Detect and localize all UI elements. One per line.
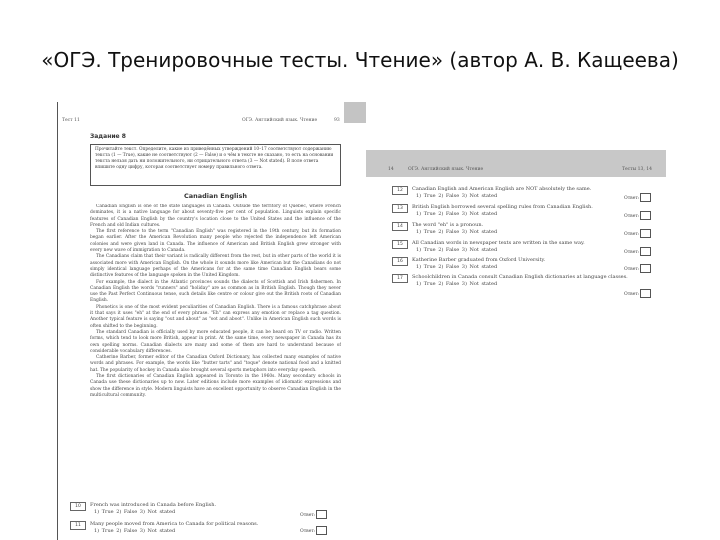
left-page-number: 93 [334,118,340,123]
left-page-header-center: ОГЭ. Английский язык. Чтение [242,118,318,123]
question-text: Canadian English and American English are NOT absolutely the same. [412,186,592,192]
question-number: 14 [392,222,408,231]
answer-12 [624,193,651,202]
question-options: 1) True 2) False 3) Not stated [94,509,176,515]
right-page-header-center: ОГЭ. Английский язык. Чтение [408,167,484,172]
answer-15 [624,247,651,256]
question-text: The word "eh" is a pronoun. [412,222,484,228]
answer-label: Ответ: [300,529,316,534]
article-paragraph: The first reference to the term "Canadian English" was registered in the 19th century, but its formation began earlier. After the American Revolution many people who rejected the independence left American colonies and were given land in Canada. The influence of American and British English grew stronger with every new wave of immigration to Canada. [90,229,341,254]
question-options: 1) True 2) False 3) Not stated [416,193,498,199]
answer-label: Ответ: [624,232,640,237]
instruction-box: Прочитайте текст. Определите, какие из приведённых утверждений 10–17 соответствуют содержанию текста (1 — True), какие не соответствуют (2 — False) и о чём в тексте не сказано, то есть на основании текста нельзя дать ни положительного, ни отрицательного ответа (3 — Not stated). В поле ответа впишите одну цифру, которая соответствует номеру правильного ответа. [90,144,341,186]
answer-14 [624,229,651,238]
left-page-edge [57,102,58,540]
question-number: 10 [70,502,86,511]
left-page-corner-shade [344,102,366,123]
question-number: 16 [392,257,408,266]
article-paragraph: For example, the dialect in the Atlantic provinces sounds the dialects of Scottish and Irish fishermen. In Canadian English the words "runners" and "holiday" are as common as in British English. Though they never use the Past Perfect Continuous tense, such details like centre or colour give out the British roots of Canadian English. [90,279,341,304]
article-text [90,204,341,486]
question-options: 1) True 2) False 3) Not stated [416,211,498,217]
answer-box-14[interactable] [640,229,651,238]
right-page-header-right: Тесты 13, 14 [622,167,652,172]
question-text: French was introduced in Canada before English. [90,502,217,508]
answer-13 [624,211,651,220]
article-paragraph: Catherine Barber, former editor of the Canadian Oxford Dictionary, has collected many examples of native words and phrases. For example, the words like "butter tarts" and "toque" denote national food and a knitted hat. The popularity of hockey in Canada also brought several sports metaphors into everyday speech. [90,355,341,373]
answer-box-17[interactable] [640,289,651,298]
question-number: 15 [392,240,408,249]
task-label: Задание 8 [90,133,126,140]
question-options: 1) True 2) False 3) Not stated [94,528,176,534]
question-number: 11 [70,521,86,530]
article-paragraph: Canadian English is one of the state languages in Canada. Outside the territory of Quebec, where French dominates, it is a native language for about seventy-five per cent of population. Linguists explain specific features of Canadian English by the country's location close to the United States and the influence of the French and old Indian cultures. [90,204,341,228]
article-paragraph: The standard Canadian is officially used by more educated people, it can be heard on TV or radio. Written forms, which tend to look more British, appear in print. At the same time, every newspaper in Canada has its own spelling norms. Canadian dialects are many and some of them are hard to understand because of considerable vocabulary differences. [90,329,341,354]
question-options: 1) True 2) False 3) Not stated [416,264,498,270]
question-options: 1) True 2) False 3) Not stated [416,229,498,235]
answer-box-16[interactable] [640,264,651,273]
answer-11 [300,526,327,535]
question-text: All Canadian words in newspaper texts are written in the same way. [412,240,585,246]
question-text: Katherine Barber graduated from Oxford University. [412,257,546,263]
answer-box-12[interactable] [640,193,651,202]
left-page-header-left: Тест 11 [62,118,80,123]
answer-box-10[interactable] [316,510,327,519]
answer-box-11[interactable] [316,526,327,535]
right-page-number: 14 [388,167,394,172]
question-text: Many people moved from America to Canada for political reasons. [90,521,259,527]
question-number: 17 [392,274,408,283]
right-page-header-shade [366,150,666,177]
question-text: British English borrowed several spelling rules from Canadian English. [412,204,593,210]
article-title: Canadian English [183,192,247,200]
question-number: 12 [392,186,408,195]
question-text: Schoolchildren in Canada consult Canadian English dictionaries at language classes. [412,274,628,280]
answer-17 [624,289,651,298]
answer-10 [300,510,327,519]
answer-label: Ответ: [300,513,316,518]
question-number: 13 [392,204,408,213]
article-paragraph: The Canadians claim that their variant is radically different from the rest, but in other parts of the world it is associated more with American English. On the whole it sounds more like American but the Canadians do not simply identical language perhaps of the Americans for at the same time Canadian English bears some distinctive features of the language spoken in the United Kingdom. [90,254,341,279]
question-options: 1) True 2) False 3) Not stated [416,247,498,253]
article-paragraph: The first dictionaries of Canadian English appeared in Toronto in the 1960s. Many secondary schools in Canada use these dictionaries up to now. Later editions include more examples of idiomatic expressions and show the difference in style. Modern linguists have an excellent opportunity to observe Canadian English in the multicultural community. [90,374,341,398]
article-paragraph: Phonetics is one of the most evident peculiarities of Canadian English. There is a famous catchphrase about it that says it uses "eh" at the end of every phrase. "Eh" can express any emotion or replace a tag question. Another typical feature is saying "out and about" as "oot and aboot". Unlike in American English such words is often shifted to the beginning. [90,304,341,329]
slide-title: «ОГЭ. Тренировочные тесты. Чтение» (автор А. В. Кащеева) [41,48,679,72]
answer-label: Ответ: [624,292,640,297]
answer-label: Ответ: [624,267,640,272]
answer-box-13[interactable] [640,211,651,220]
answer-box-15[interactable] [640,247,651,256]
answer-label: Ответ: [624,214,640,219]
answer-16 [624,264,651,273]
question-options: 1) True 2) False 3) Not stated [416,281,498,287]
answer-label: Ответ: [624,250,640,255]
answer-label: Ответ: [624,196,640,201]
